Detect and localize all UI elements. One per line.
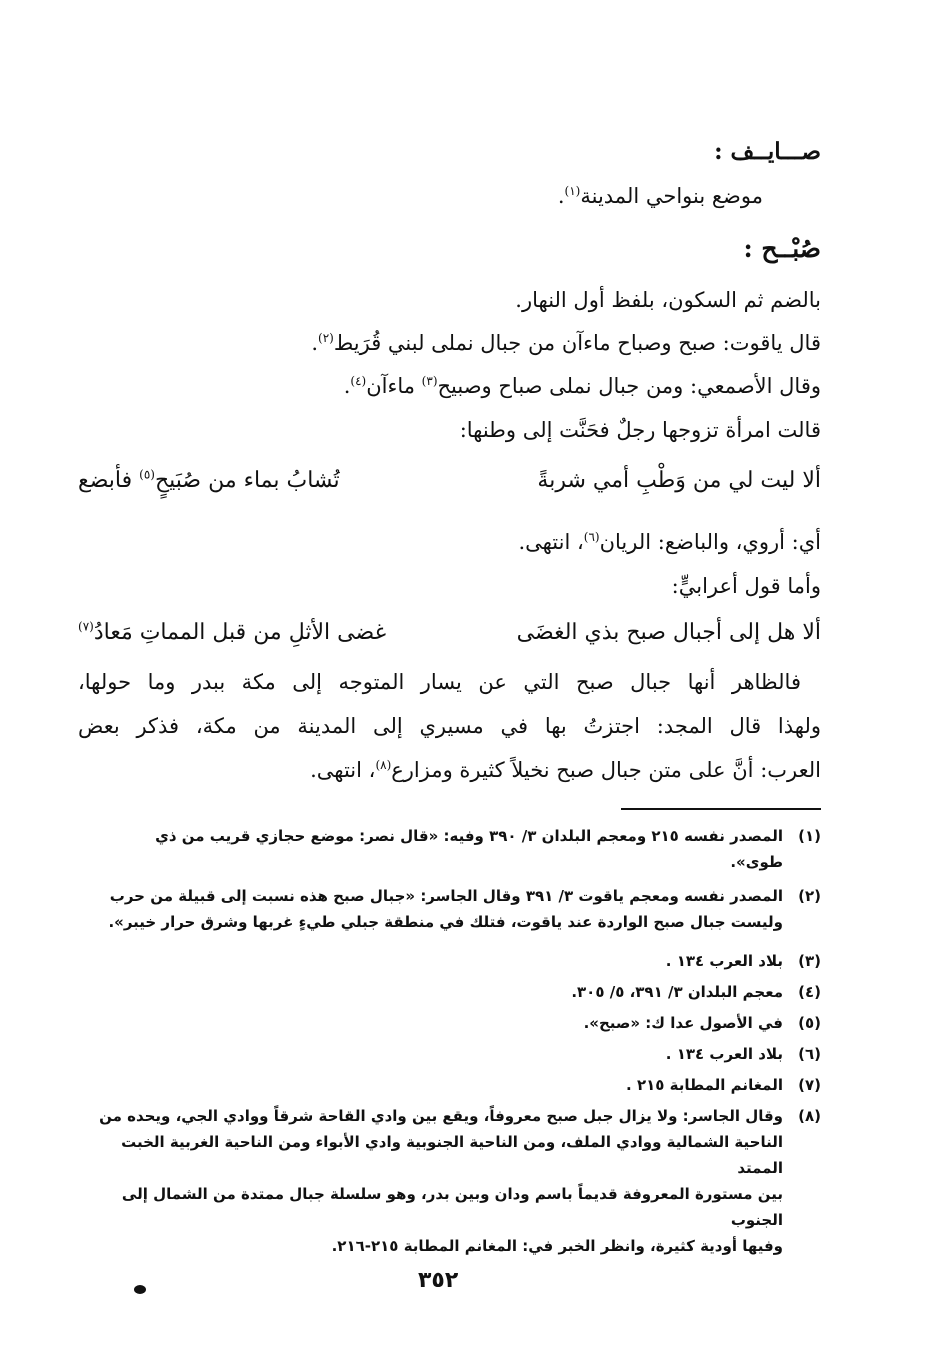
footnote-7 (626, 1072, 821, 1098)
line-text: العرب: أنَّ على متن جبال صبح نخيلاً كثيرة ومزارع (391, 758, 821, 782)
line-text: وقال الأصمعي: ومن جبال نملى صباح وصبيح (437, 374, 821, 398)
footnote-text: بلاد العرب ١٣٤ . (665, 952, 783, 970)
footnote-separator (621, 808, 821, 810)
footnote-number: (٥) (798, 1014, 821, 1032)
footnote-text: وليست جبال صبح الواردة عند ياقوت، فتلك في منطقة جبلي طيءٍ غربها وشرق حرار خيبر». (108, 913, 783, 931)
footnote-text: وفيها أودية كثيرة، وانظر الخبر في: المغانم المطابة ٢١٥-٢١٦. (331, 1237, 783, 1255)
footnote-text: المصدر نفسه ومعجم ياقوت ٣/ ٣٩١ وقال الجاسر: «جبال صبح هذه نسبت إلى قبيلة من حرب (109, 887, 783, 905)
line-tail: . (311, 331, 319, 355)
line-text: قال ياقوت: صبح وصباح ماءآن من جبال نملى لبني قُرَيط (333, 331, 821, 355)
hemistich-text: غضى الأثلِ من قبل المماتِ مَعادُ (93, 620, 387, 645)
footnote-5 (584, 1010, 821, 1036)
entry-text-line (558, 186, 763, 207)
paragraph-line: فالظاهر أنها جبال صبح التي عن يسار المتوجه إلى مكة ببدر وما حولها، (78, 670, 801, 694)
footnote-6 (666, 1041, 821, 1067)
line-text: موضع بنواحي المدينة (580, 184, 763, 208)
poem-verse (78, 619, 821, 645)
line-tail: ، انتهى. (310, 758, 376, 782)
entry-heading-subh: صُبْــح : (743, 234, 821, 263)
line-text: أي: أروي، والباضع: الريان (599, 530, 821, 554)
poem-verse (78, 467, 821, 493)
line-text: ماءآن (366, 374, 422, 398)
entry-text-line (344, 376, 821, 397)
paragraph-line: ولهذا قال المجد: اجتزتُ بها في مسيري إلى المدينة من مكة، فذكر بعض (78, 714, 821, 738)
footnote-1 (78, 823, 821, 875)
hemistich-tail: فأبضع (78, 468, 140, 493)
line-tail: . (557, 184, 565, 208)
entry-text-line (518, 532, 821, 553)
footnote-ref[interactable]: (١) (564, 184, 581, 198)
entry-text-line (311, 333, 821, 354)
verse-first-hemistich: ألا ليت لي من وَطْبِ أمي شربةً (537, 468, 821, 493)
hemistich-text: تُشابُ بماء من صُبَيحٍ (154, 468, 340, 493)
footnote-text: بين مستورة المعروفة قديماً باسم ودان وبين بدر، وهو سلسلة جبال ممتدة من الشمال إلى الجنوب (121, 1185, 783, 1229)
footnote-8 (78, 1103, 821, 1259)
paragraph-line (310, 760, 821, 781)
verse-second-hemistich (78, 619, 387, 645)
footnote-ref[interactable]: (٦) (583, 530, 600, 544)
footnote-text: وقال الجاسر: ولا يزال جبل صبح معروفاً، ويقع بين وادي القاحة شرقاً ووادي الجي، ويحده من (99, 1107, 783, 1125)
footnote-text: طوى». (730, 853, 783, 871)
footnote-text: المصدر نفسه ٢١٥ ومعجم البلدان ٣/ ٣٩٠ وفيه: «قال نصر: موضع حجازي قريب من ذي (155, 827, 783, 845)
footnote-ref[interactable]: (٨) (375, 758, 392, 772)
footnote-number: (١) (798, 827, 821, 845)
footnote-number: (٦) (798, 1045, 821, 1063)
footnote-ref[interactable]: (٥) (139, 467, 155, 482)
footnote-3 (666, 948, 821, 974)
footnote-number: (٧) (798, 1076, 821, 1094)
footnote-ref[interactable]: (٣) (421, 374, 438, 388)
entry-text-line: وأما قول أعرابيٍّ: (671, 574, 821, 598)
footnote-text: معجم البلدان ٣/ ٣٩١، ٥/ ٣٠٥. (571, 983, 783, 1001)
footnote-2 (78, 883, 821, 935)
entry-heading-sayif: صـــايــف : (714, 138, 821, 165)
footnote-text: الناحية الشمالية ووادي الملف، ومن الناحية الجنوبية وادي الأبواء ومن الناحية الغربية الخبت الممتد (121, 1133, 783, 1177)
verse-second-hemistich (78, 467, 340, 493)
entry-text-line: قالت امرأة تزوجها رجلٌ فحَنَّت إلى وطنها: (459, 418, 821, 442)
footnote-ref[interactable]: (٤) (350, 374, 367, 388)
line-tail: . (343, 374, 351, 398)
ink-blot-mark (134, 1285, 146, 1294)
line-tail: ، انتهى. (518, 530, 584, 554)
footnote-number: (٢) (798, 887, 821, 905)
footnote-text: في الأصول عدا ك: «صبح». (583, 1014, 783, 1032)
entry-text-line: بالضم ثم السكون، بلفظ أول النهار. (515, 288, 821, 312)
footnote-text: بلاد العرب ١٣٤ . (665, 1045, 783, 1063)
footnote-4 (571, 979, 821, 1005)
footnote-number: (٣) (798, 952, 821, 970)
page-number: ٣٥٢ (418, 1268, 459, 1293)
footnote-number: (٨) (798, 1107, 821, 1125)
footnote-ref[interactable]: (٢) (318, 331, 334, 345)
footnote-number: (٤) (798, 983, 821, 1001)
verse-first-hemistich: ألا هل إلى أجبال صبح بذي الغضَى (516, 620, 821, 645)
footnote-ref[interactable]: (٧) (78, 619, 94, 634)
footnote-text: المغانم المطابة ٢١٥ . (626, 1076, 783, 1094)
